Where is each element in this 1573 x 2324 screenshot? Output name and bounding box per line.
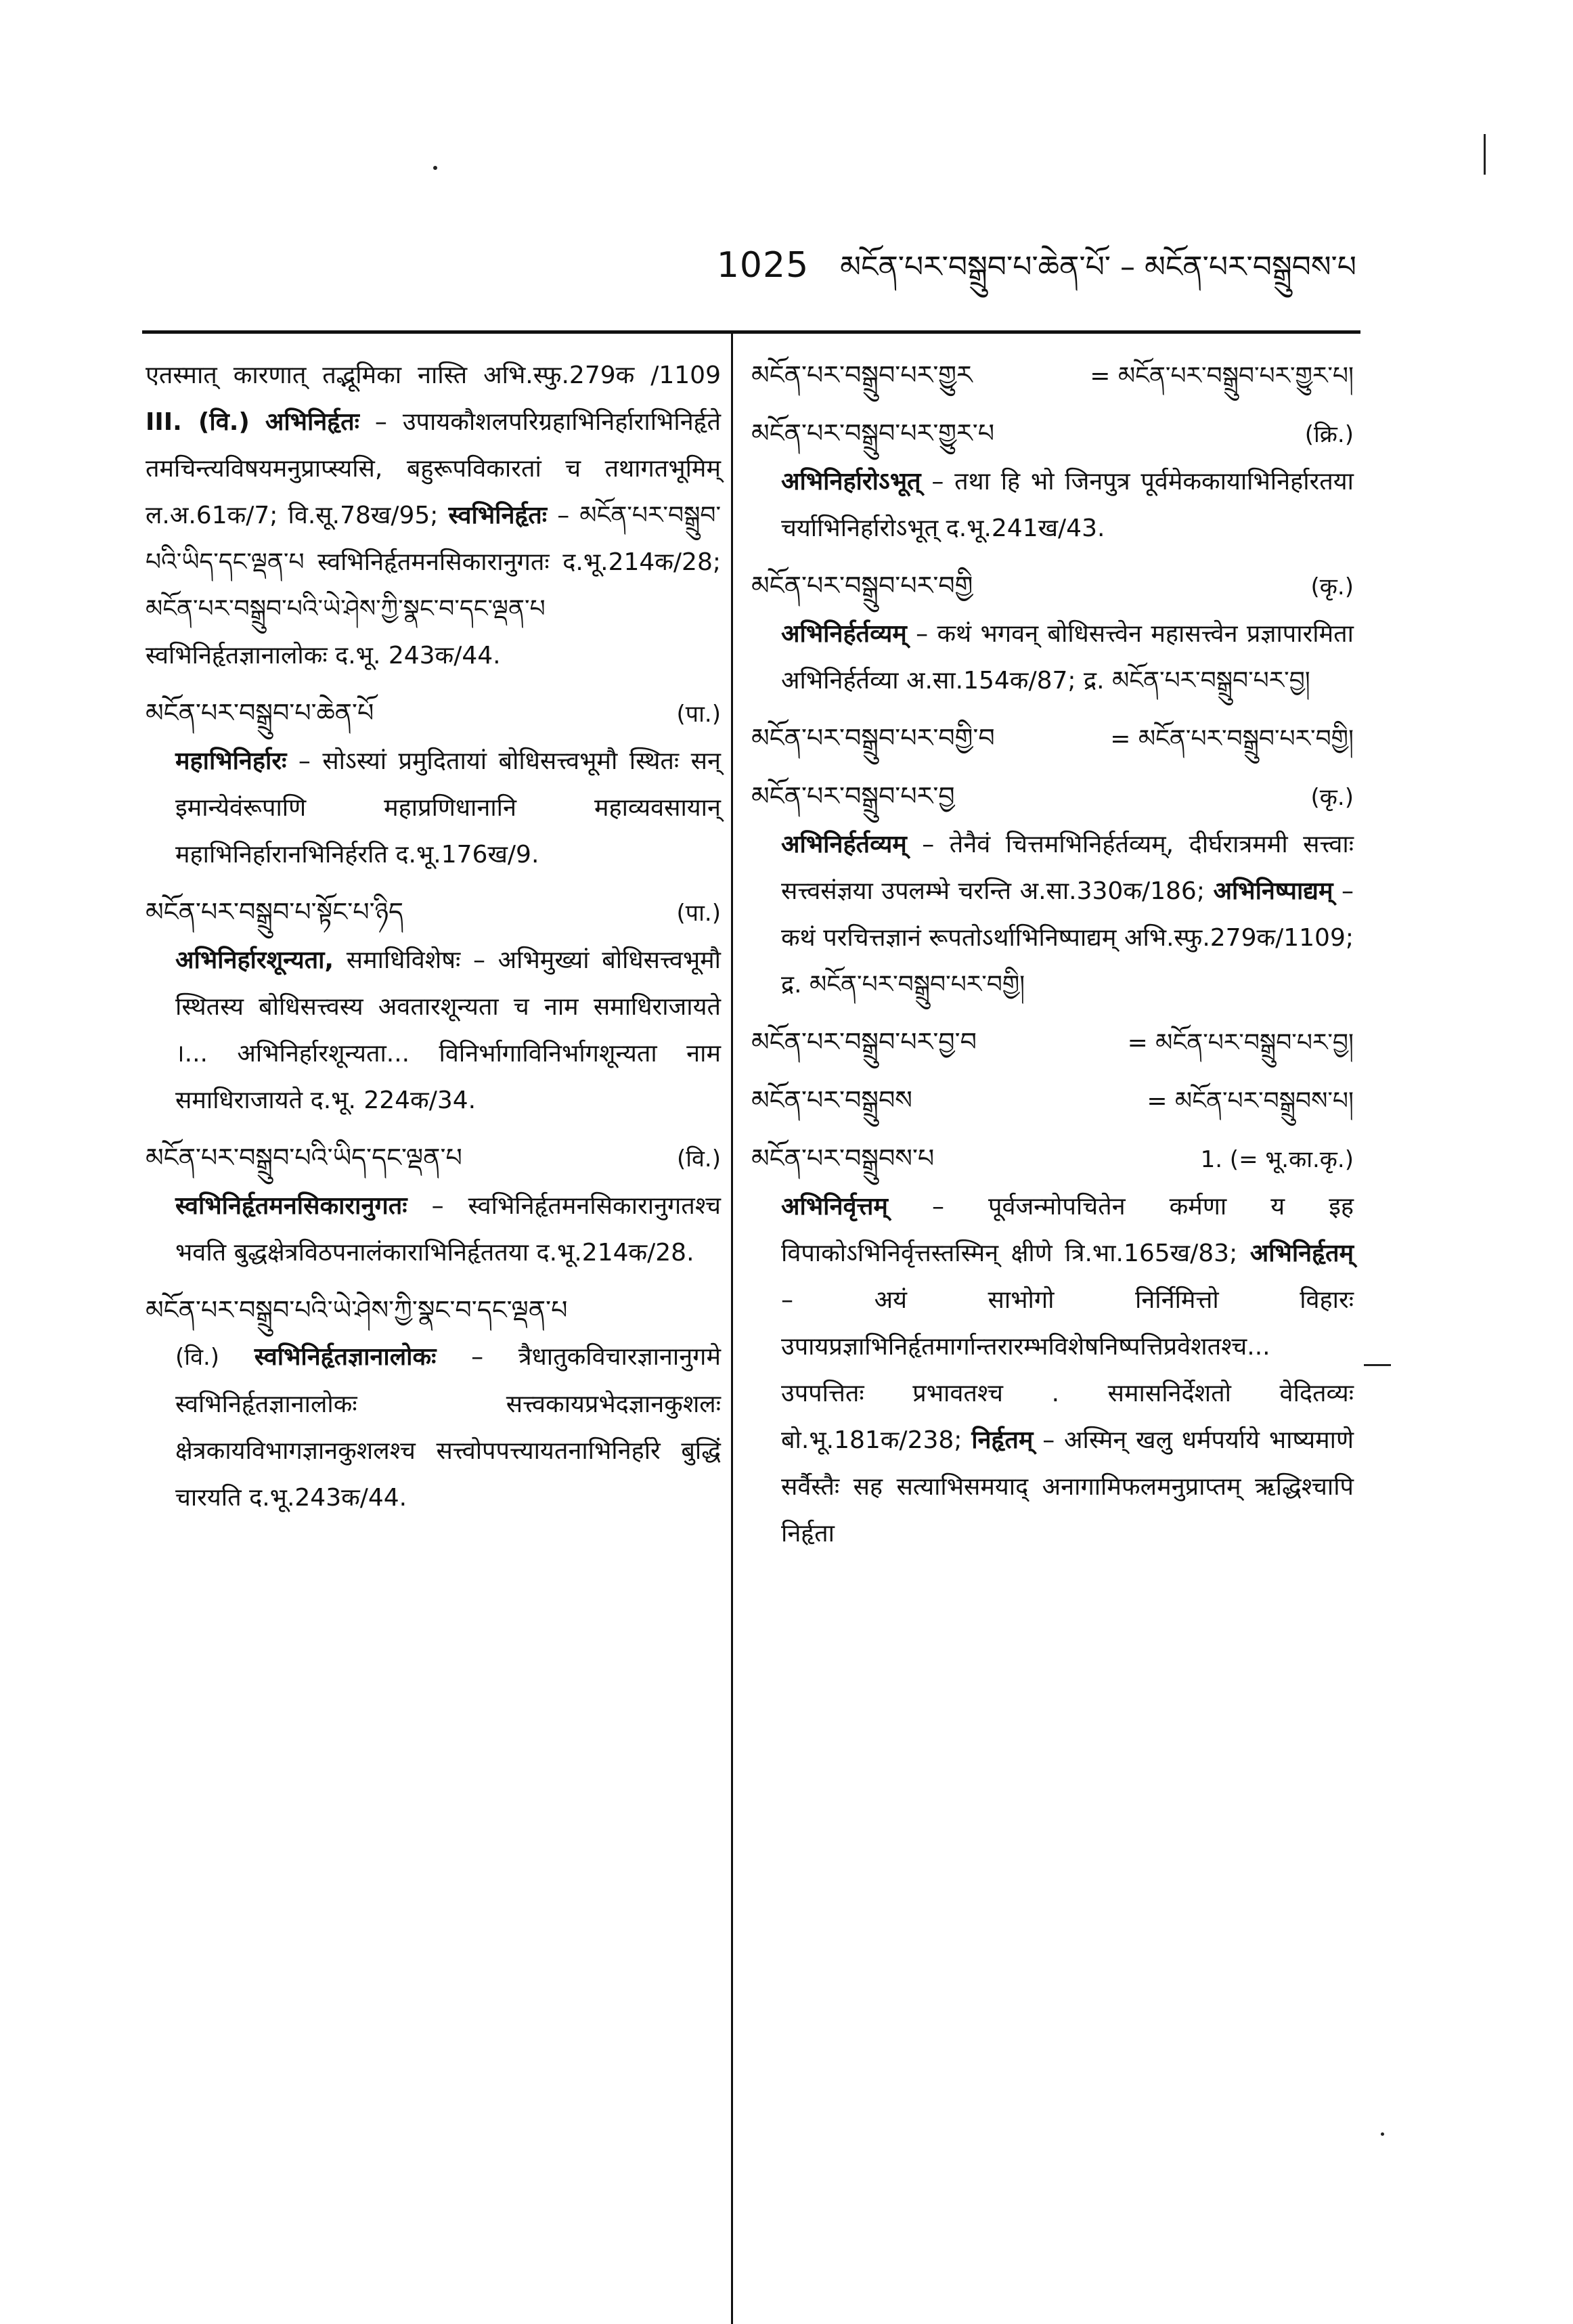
grammar-tag: (कृ.) <box>1310 573 1354 600</box>
column-divider <box>731 334 733 2324</box>
continued-entry <box>146 352 721 679</box>
sanskrit-headword-3: निर्हृतम् <box>971 1426 1034 1454</box>
cross-ref-entry <box>751 1019 1354 1066</box>
entry-text: – पूर्वजन्मोपचितेन कर्मणा य इह विपाकोऽभिनिर्वृत्तस्तस्मिन् क्षीणे त्रि.भा.165ख/83; <box>781 1193 1354 1267</box>
sanskrit-headword: अभिनिर्हारशून्यता, <box>175 946 334 974</box>
entry-text-2: – अयं साभोगो निर्निमित्तो विहारः उपायप्रज्ञाभिनिर्हृतमार्गान्तरारम्भविशेषनिष्पत्तिप्रवेशतश्च... उपपत्तितः प्रभावतश्च . समासनिर्देशतो वेदितव्यः बो.भू.181क/238; <box>781 1286 1354 1454</box>
entry <box>751 410 1354 552</box>
continued-text: एतस्मात् कारणात् तद्भूमिका नास्ति अभि.स्फु.279क /1109 <box>146 361 721 389</box>
cross-reference: = མངོན་པར་བསྒྲུབས་པ། <box>1147 1087 1354 1115</box>
sense-label: III. (वि.) <box>146 408 250 436</box>
grammar-tag: (वि.) <box>676 1145 721 1172</box>
left-column <box>146 352 721 1532</box>
cross-ref-entry <box>751 1077 1354 1124</box>
cross-ref-entry <box>751 715 1354 762</box>
grammar-tag: (वि.) <box>175 1344 220 1371</box>
running-head: མངོན་པར་བསྒྲུབ་པ་ཆེན་པོ་ – མངོན་པར་བསྒྲུབས་པ <box>840 250 1356 284</box>
entry-text: – तेनैवं चित्तमभिनिर्हर्तव्यम्, दीर्घरात्रममी सत्त्वाः सत्त्वसंज्ञया उपलम्भे चरन्ति अ.सा.330क/186; <box>781 831 1354 905</box>
tibetan-headword: མངོན་པར་བསྒྲུབ་པར་བགྱི་བ <box>751 723 995 753</box>
sanskrit-headword: स्वभिनिर्हृतज्ञानालोकः <box>254 1343 437 1371</box>
entry <box>751 1135 1354 1557</box>
cross-reference: = མངོན་པར་བསྒྲུབ་པར་བྱ། <box>1127 1029 1354 1057</box>
tibetan-headword: མངོན་པར་བསྒྲུབ་པར་བྱ་བ <box>751 1027 977 1057</box>
cross-ref-entry <box>751 352 1354 399</box>
page-number: 1025 <box>716 245 810 286</box>
sense-headword: अभिनिर्हृतः <box>265 408 359 436</box>
entry-text: – तथा हि भो जिनपुत्र पूर्वमेककायाभिनिर्हारतया चर्याभिनिर्हारोऽभूत् द.भू.241ख/43. <box>781 468 1354 542</box>
entry-text-2: – कथं परचित्तज्ञानं रूपतोऽर्थाभिनिष्पाद्यम् अभि.स्फु.279क/1109; द्र. མངོན་པར་བསྒྲུབ་པར་བགྱི། <box>781 877 1354 999</box>
scan-mark <box>1364 1364 1391 1366</box>
entry <box>146 1135 721 1276</box>
entry-text: समाधिविशेषः – अभिमुख्यां बोधिसत्त्वभूमौ स्थितस्य बोधिसत्त्वस्य अवतारशून्यता च नाम समाधिराजायते ।... अभिनिर्हारशून्यता... विनिर्भागाविनिर्भागशून्यता नाम समाधिराजायते द.भू. 224क/34. <box>175 946 721 1114</box>
entry <box>751 773 1354 1008</box>
right-column <box>751 352 1354 1568</box>
tibetan-headword: མངོན་པར་བསྒྲུབ་པ་སྟོང་པ་ཉིད <box>146 897 403 927</box>
entry-text: – स्वभिनिर्हृतमनसिकारानुगतश्च भवति बुद्धक्षेत्रविठपनालंकाराभिनिर्हृततया द.भू.214क/28. <box>175 1192 721 1267</box>
cross-reference: = མངོན་པར་བསྒྲུབ་པར་གྱུར་པ། <box>1090 362 1354 390</box>
sanskrit-headword-2: अभिनिर्हृतम् <box>1249 1240 1354 1267</box>
sanskrit-headword: अभिनिर्हर्तव्यम् <box>781 831 907 858</box>
grammar-tag: (पा.) <box>676 701 721 728</box>
entry-text: – सोऽस्यां प्रमुदितायां बोधिसत्त्वभूमौ स्थितः सन् इमान्येवंरूपाणि महाप्रणिधानानि महाव्यवसायान् महाभिनिर्हारानभिनिर्हरति द.भू.176ख/9. <box>175 747 721 869</box>
cross-reference: = མངོན་པར་བསྒྲུབ་པར་བགྱི། <box>1110 725 1354 753</box>
entry <box>751 563 1354 704</box>
scan-mark <box>1484 134 1486 175</box>
tibetan-headword: མངོན་པར་བསྒྲུབ་པའི་ཡིད་དང་ལྡན་པ <box>146 1143 462 1172</box>
grammar-tag: (कृ.) <box>1310 784 1354 811</box>
entry <box>146 690 721 878</box>
grammar-tag: (क्रि.) <box>1304 421 1354 448</box>
tibetan-headword: མངོན་པར་བསྒྲུབས <box>751 1085 912 1115</box>
sub-text: – མངོན་པར་བསྒྲུབ་པའི་ཡིད་དང་ལྡན་པ स्वभिनिर्हृतमनसिकारानुगतः द.भू.214क/28; མངོན་པར་བསྒྲུབ་པའི་ཡེ་ཤེས་ཀྱི་སྣང་བ་དང་ལྡན་པ स्वभिनिर्हृतज्ञानालोकः द.भू. 243क/44. <box>146 502 721 670</box>
tibetan-headword: མངོན་པར་བསྒྲུབ་པར་བྱ <box>751 781 955 811</box>
sanskrit-headword: अभिनिर्हर्तव्यम् <box>781 620 907 648</box>
tibetan-headword: མངོན་པར་བསྒྲུབ་པར་གྱུར <box>751 360 973 390</box>
tibetan-headword: མངོན་པར་བསྒྲུབ་པར་གྱུར་པ <box>751 418 995 448</box>
tibetan-headword: མངོན་པར་བསྒྲུབ་པའི་ཡེ་ཤེས་ཀྱི་སྣང་བ་དང་ལྡན་པ <box>146 1295 568 1325</box>
sanskrit-headword: महाभिनिर्हारः <box>175 747 287 775</box>
sanskrit-headword: अभिनिर्हारोऽभूत् <box>781 468 921 496</box>
entry <box>146 889 721 1124</box>
entry-text: – कथं भगवन् बोधिसत्त्वेन महासत्त्वेन प्रज्ञापारमिता अभिनिर्हर्तव्या अ.सा.154क/87; द्र. མངོན་པར་བསྒྲུབ་པར་བྱ། <box>781 620 1354 695</box>
header-rule <box>142 330 1360 334</box>
sense-text: – उपायकौशलपरिग्रहाभिनिर्हाराभिनिर्हृते तमचिन्त्यविषयमनुप्राप्स्यसि, बहुरूपविकारतां च तथागतभूमिम् ल.अ.61क/7; वि.सू.78ख/95; <box>146 408 721 529</box>
tibetan-headword: མངོན་པར་བསྒྲུབས་པ <box>751 1143 935 1173</box>
sanskrit-headword-2: अभिनिष्पाद्यम् <box>1213 877 1333 905</box>
grammar-tag: (पा.) <box>676 900 721 927</box>
sub-headword: स्वभिनिर्हृतः <box>448 502 548 529</box>
page-header <box>0 234 1573 294</box>
scan-mark <box>1381 2132 1384 2136</box>
tibetan-headword: མངོན་པར་བསྒྲུབ་པར་བགྱི <box>751 571 973 600</box>
entry-text: – त्रैधातुकविचारज्ञानानुगमे स्वभिनिर्हृतज्ञानालोकः सत्त्वकायप्रभेदज्ञानकुशलः क्षेत्रकायविभागज्ञानकुशलश्च सत्त्वोपपत्त्यायतनाभिनिर्हारे बुद्धिं चारयति द.भू.243क/44. <box>175 1343 721 1512</box>
entry-text-3: – अस्मिन् खलु धर्मपर्याये भाष्यमाणे सर्वैस्तैः सह सत्याभिसमयाद् अनागामिफलमनुप्राप्तम् ऋद्धिश्चापि निर्हृता <box>781 1426 1354 1548</box>
tibetan-headword: མངོན་པར་བསྒྲུབ་པ་ཆེན་པོ <box>146 698 374 728</box>
sanskrit-headword: अभिनिर्वृत्तम् <box>781 1193 888 1221</box>
sanskrit-headword: स्वभिनिर्हृतमनसिकारानुगतः <box>175 1192 407 1220</box>
scan-mark <box>433 166 437 170</box>
entry <box>146 1287 721 1521</box>
grammar-tag: 1. (= भू.का.कृ.) <box>1200 1146 1354 1173</box>
